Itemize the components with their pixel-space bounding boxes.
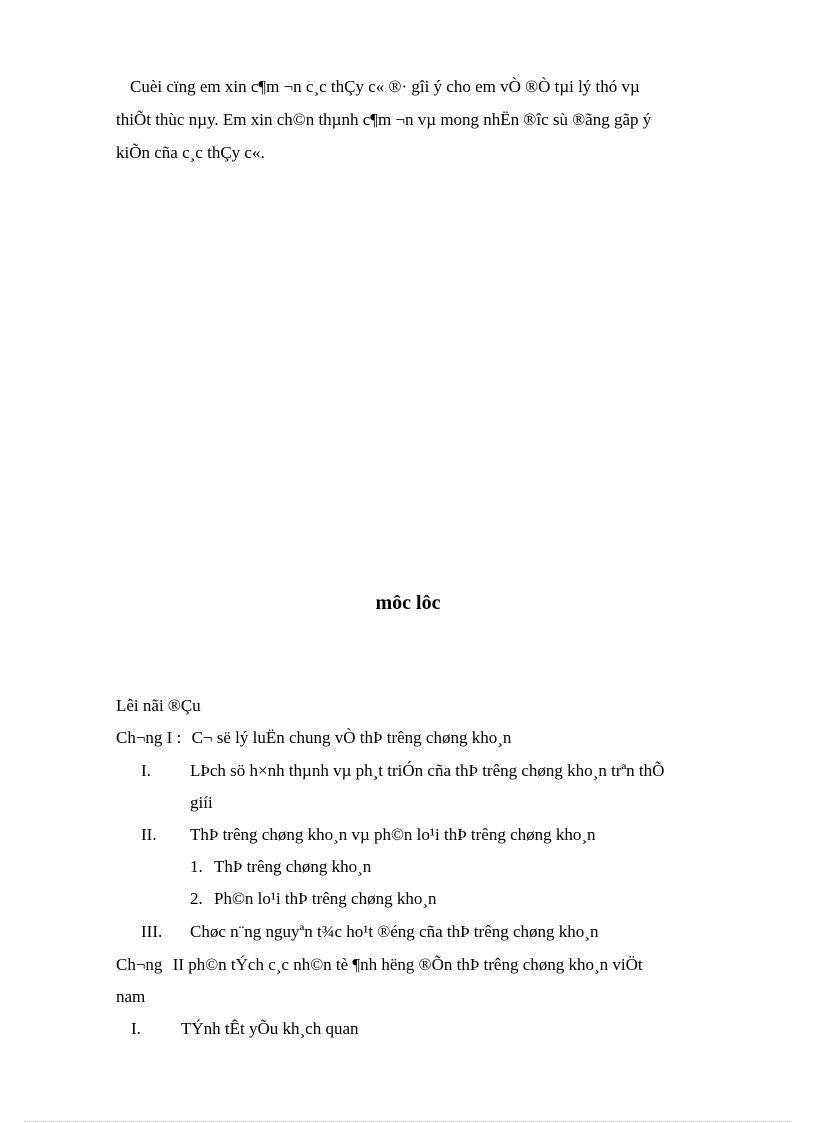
toc-chapter-1 [116, 728, 511, 748]
chapter-1-label: Ch¬ng I : [116, 728, 182, 747]
toc-subitem-num: 2. [190, 889, 203, 908]
toc-item-text: LÞch sö h×nh thµnh vµ ph¸t triÓn cña thÞ trêng chøng kho¸n trªn thÕ [190, 761, 665, 780]
toc-item-continuation: giíi [190, 793, 213, 812]
intro-line-3: kiÕn cña c¸c thÇy c«. [116, 143, 265, 162]
toc-subitem-text: Ph©n lo¹i thÞ trêng chøng kho¸n [214, 889, 437, 908]
intro-line-2: thiÕt thùc nµy. Em xin ch©n thµnh c¶m ¬n vµ mong nhËn ®îc sù ®ãng gãp ý [116, 110, 652, 129]
chapter-1-title: C¬ së lý luËn chung vÒ thÞ trêng chøng kho¸n [191, 728, 512, 747]
intro-line-1: Cuèi cïng em xin c¶m ¬n c¸c thÇy c« ®· gîi ý cho em vÒ ®Ò tµi lý thó vµ [130, 77, 640, 96]
toc-chapter-2 [116, 955, 643, 975]
toc-preface: Lêi nãi ®Çu [116, 696, 201, 715]
chapter-2-title: II ph©n tÝch c¸c nh©n tè ¶nh hëng ®Õn thÞ trêng chøng kho¸n viÖt [172, 955, 643, 974]
toc-item-num: II. [141, 825, 157, 844]
toc-title: môc lôc [375, 592, 441, 614]
toc-item-num: I. [141, 761, 151, 780]
toc-item-num: III. [141, 922, 163, 941]
toc-chapter-2-continuation: nam [116, 987, 146, 1006]
chapter-2-label: Ch¬ng [116, 955, 163, 974]
toc-item-text: TÝnh tÊt yÕu kh¸ch quan [181, 1019, 359, 1038]
toc-item-num: I. [131, 1019, 141, 1038]
intro-paragraph [116, 70, 740, 169]
toc-subitem-text: ThÞ trêng chøng kho¸n [214, 857, 372, 876]
toc-subitem-num: 1. [190, 857, 203, 876]
toc-item-text: Chøc n¨ng nguyªn t¾c ho¹t ®éng cña thÞ trêng chøng kho¸n [190, 922, 599, 941]
page-bottom-divider [24, 1121, 792, 1122]
toc-item-text: ThÞ trêng chøng kho¸n vµ ph©n lo¹i thÞ trêng chøng kho¸n [190, 825, 596, 844]
